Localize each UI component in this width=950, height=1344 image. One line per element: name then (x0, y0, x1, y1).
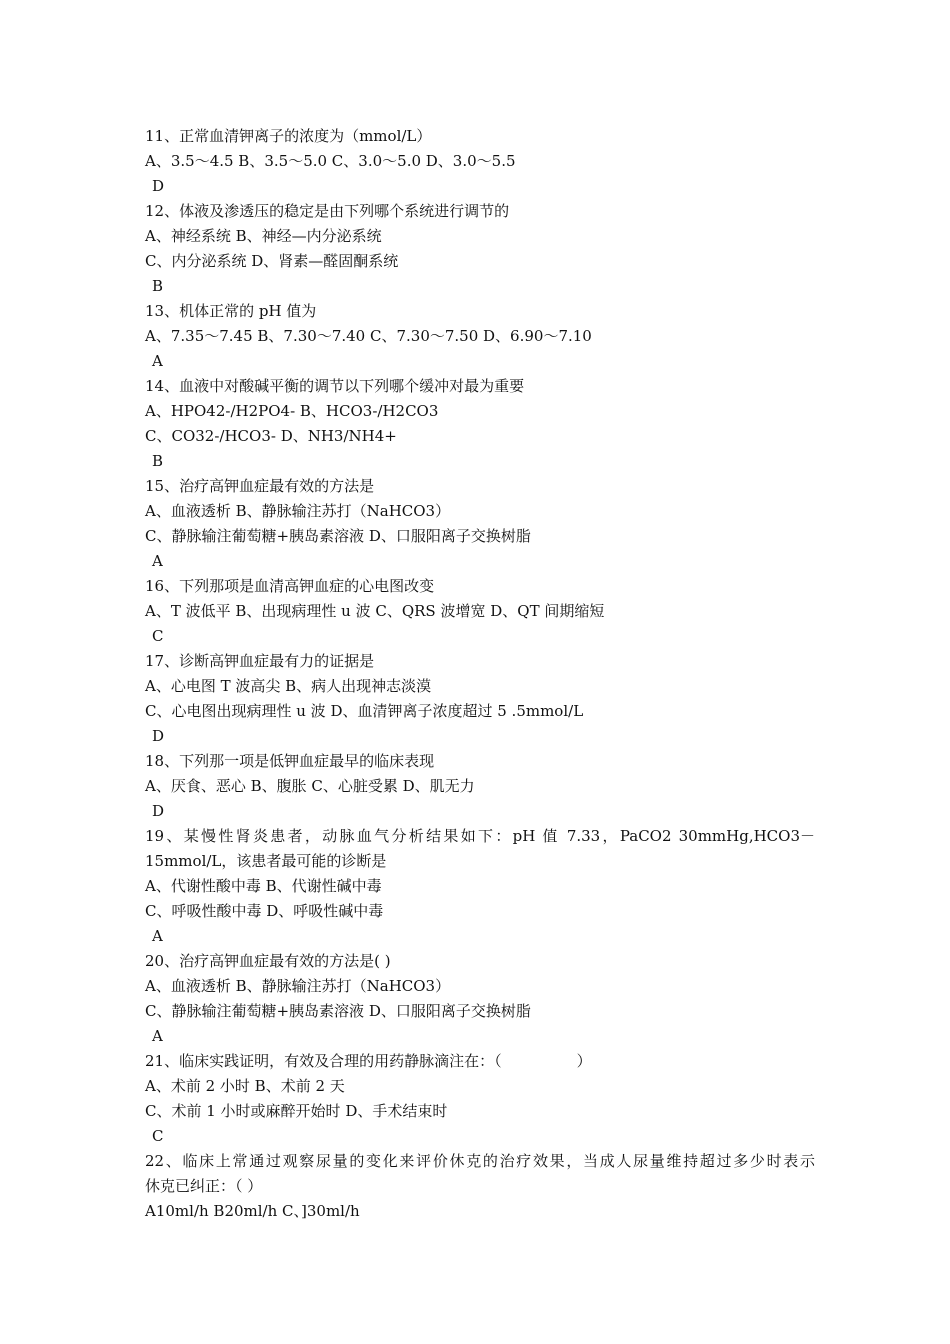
options-line: C、术前 1 小时或麻醉开始时 D、手术结束时 (145, 1102, 448, 1120)
options-line: A、代谢性酸中毒 B、代谢性碱中毒 (145, 877, 382, 895)
answer-line: B (152, 277, 164, 295)
options-line: A、神经系统 B、神经—内分泌系统 (145, 227, 382, 245)
question-line: 22、临床上常通过观察尿量的变化来评价休克的治疗效果，当成人尿量维持超过多少时表示 (145, 1152, 815, 1170)
question-line: 13、机体正常的 pH 值为 (145, 302, 317, 320)
question-line: 11、正常血清钾离子的浓度为（mmol/L） (145, 127, 432, 145)
options-line: A、术前 2 小时 B、术前 2 天 (145, 1077, 345, 1095)
options-line: C、静脉输注葡萄糖+胰岛素溶液 D、口服阳离子交换树脂 (145, 527, 531, 545)
question-line: 21、临床实践证明，有效及合理的用药静脉滴注在：（ ） (145, 1052, 592, 1070)
question-line: 18、下列那一项是低钾血症最早的临床表现 (145, 752, 435, 770)
options-line: C、心电图出现病理性 u 波 D、血清钾离子浓度超过 5 .5mmol/L (145, 702, 584, 720)
options-line: A、心电图 T 波高尖 B、病人出现神志淡漠 (145, 677, 432, 695)
answer-line: A (152, 552, 163, 570)
answer-line: A (152, 927, 163, 945)
options-line: A、血液透析 B、静脉输注苏打（NaHCO3） (145, 977, 451, 995)
question-line: 20、治疗高钾血症最有效的方法是( ) (145, 952, 391, 970)
question-line: 休克已纠正：（ ） (145, 1177, 263, 1195)
answer-line: D (152, 727, 165, 745)
answer-line: B (152, 452, 164, 470)
question-line: 14、血液中对酸碱平衡的调节以下列哪个缓冲对最为重要 (145, 377, 525, 395)
question-line: 15、治疗高钾血症最有效的方法是 (145, 477, 375, 495)
options-line: A、厌食、恶心 B、腹胀 C、心脏受累 D、肌无力 (145, 777, 475, 795)
answer-line: A (152, 1027, 163, 1045)
answer-line: D (152, 177, 165, 195)
options-line: C、呼吸性酸中毒 D、呼吸性碱中毒 (145, 902, 384, 920)
options-line: C、内分泌系统 D、肾素—醛固酮系统 (145, 252, 399, 270)
question-line: 15mmol/L，该患者最可能的诊断是 (145, 852, 387, 870)
question-line: 19、某慢性肾炎患者，动脉血气分析结果如下：pH 值 7.33，PaCO2 30mmHg,HCO3－ (145, 827, 815, 845)
options-line: C、CO32-/HCO3- D、NH3/NH4+ (145, 427, 397, 445)
options-line: A10ml/h B20ml/h C、]30ml/h (145, 1202, 360, 1220)
options-line: A、血液透析 B、静脉输注苏打（NaHCO3） (145, 502, 451, 520)
options-line: C、静脉输注葡萄糖+胰岛素溶液 D、口服阳离子交换树脂 (145, 1002, 531, 1020)
options-line: A、HPO42-/H2PO4- B、HCO3-/H2CO3 (145, 402, 439, 420)
answer-line: C (152, 627, 164, 645)
options-line: A、T 波低平 B、出现病理性 u 波 C、QRS 波增宽 D、QT 间期缩短 (145, 602, 605, 620)
answer-line: A (152, 352, 163, 370)
question-line: 16、下列那项是血清高钾血症的心电图改变 (145, 577, 435, 595)
options-line: A、3.5～4.5 B、3.5～5.0 C、3.0～5.0 D、3.0～5.5 (145, 152, 516, 170)
options-line: A、7.35～7.45 B、7.30～7.40 C、7.30～7.50 D、6.90～7.10 (145, 327, 592, 345)
quiz-text-body (145, 124, 815, 1224)
answer-line: C (152, 1127, 164, 1145)
question-line: 12、体液及渗透压的稳定是由下列哪个系统进行调节的 (145, 202, 510, 220)
question-line: 17、诊断高钾血症最有力的证据是 (145, 652, 375, 670)
answer-line: D (152, 802, 165, 820)
